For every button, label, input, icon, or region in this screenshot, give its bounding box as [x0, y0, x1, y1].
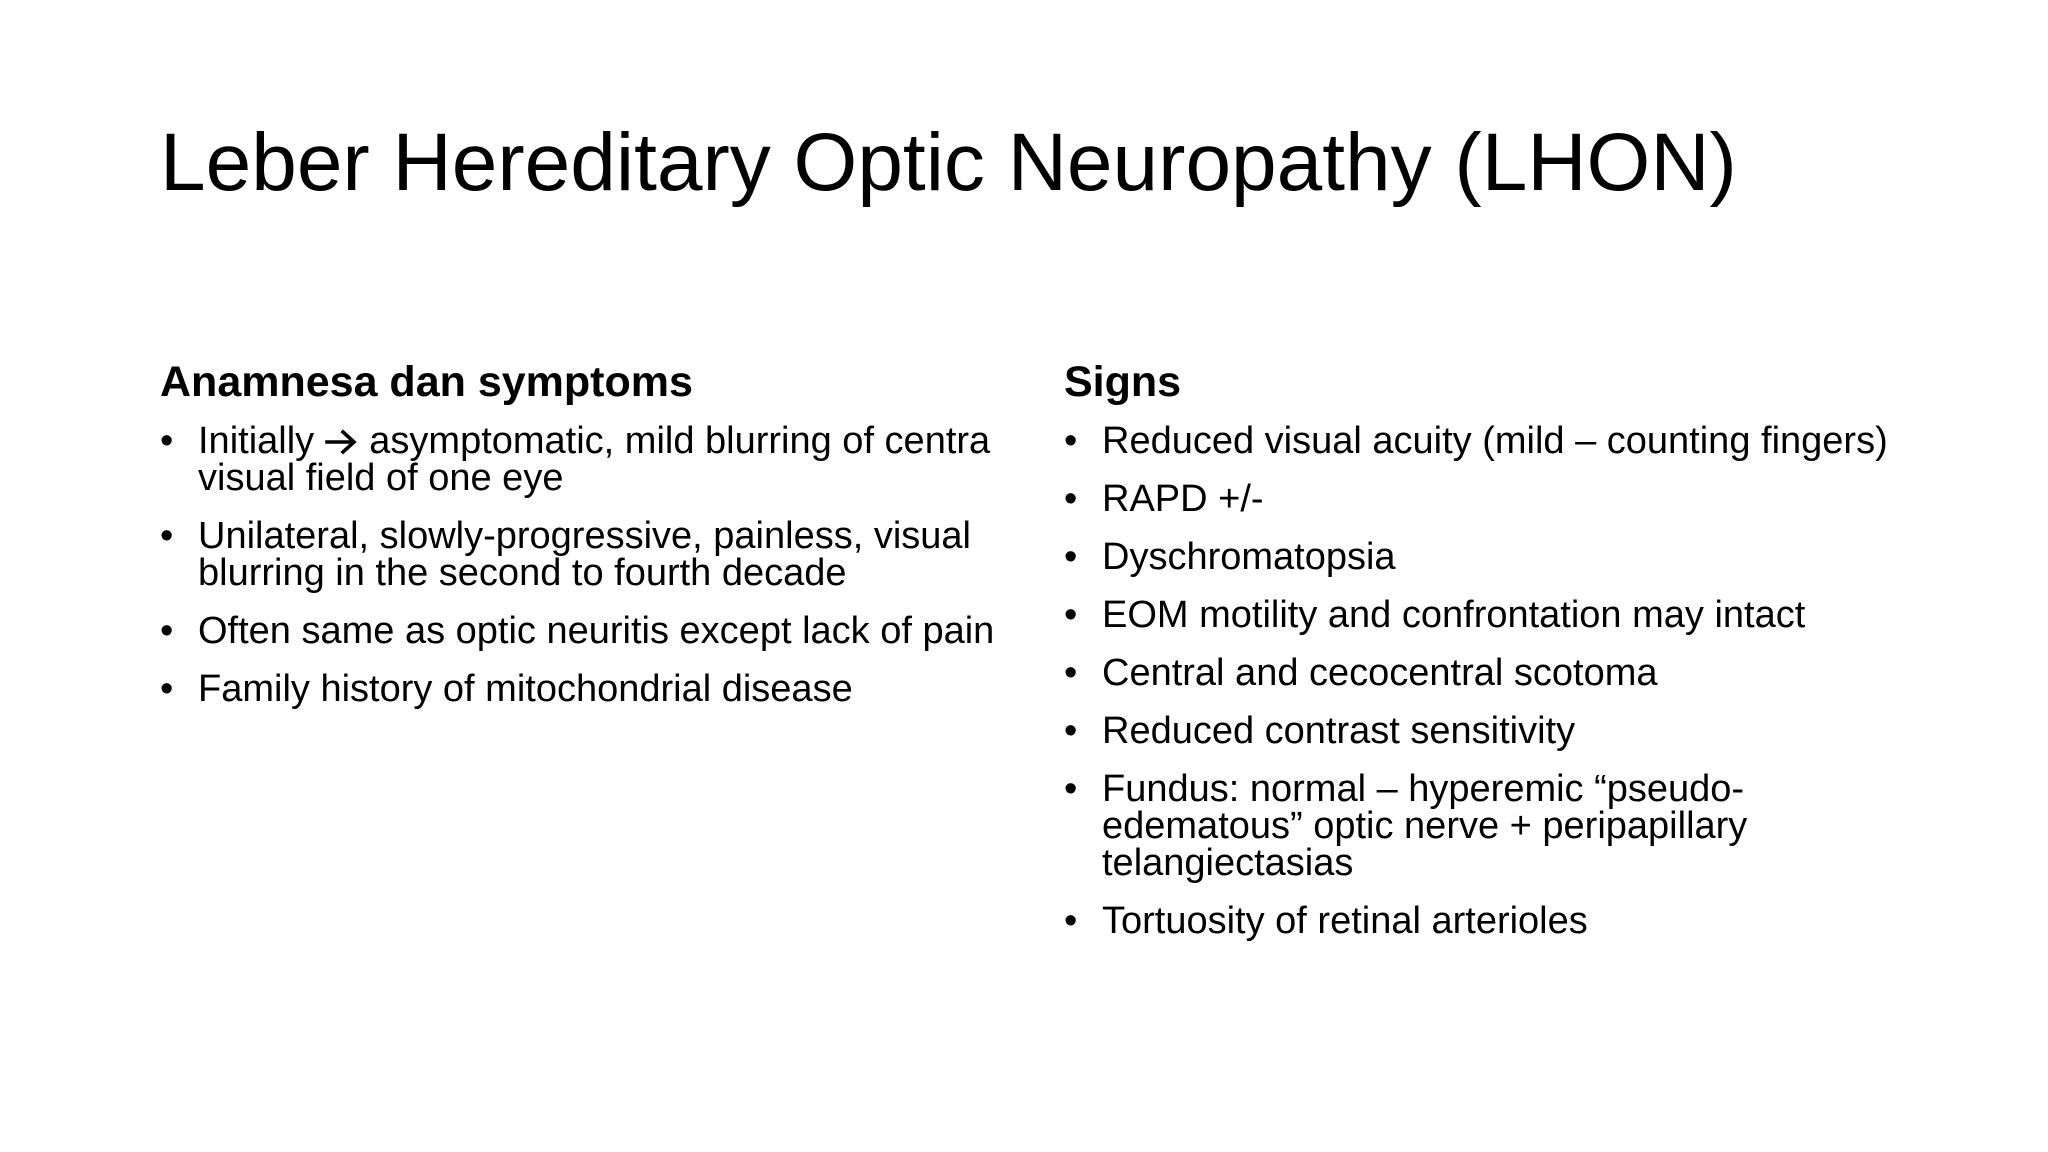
bullet-icon: • [160, 420, 174, 463]
right-heading: Signs [1064, 358, 1182, 406]
bullet-icon: • [160, 515, 174, 558]
bullet-icon: • [1064, 652, 1078, 695]
bullet-icon: • [1064, 536, 1078, 579]
list-item-text: Unilateral, slowly-progressive, painless, visual blurring in the second to fourth decade [198, 515, 971, 595]
list-item [1064, 536, 1924, 579]
left-bullet-list [160, 420, 1010, 711]
list-item [160, 668, 1010, 711]
list-item [1064, 710, 1924, 753]
list-item-text: Tortuosity of retinal arterioles [1102, 900, 1588, 943]
list-item [1064, 420, 1924, 463]
right-arrow-icon [325, 429, 359, 455]
list-item [160, 420, 1010, 500]
list-item-text: Reduced contrast sensitivity [1102, 710, 1576, 753]
left-column [160, 358, 1010, 729]
list-item [1064, 478, 1924, 521]
list-item [1064, 594, 1924, 637]
list-item-text: Initially [198, 420, 325, 463]
list-item-text: Fundus: normal – hyperemic “pseudo-edematous” optic nerve + peripapillary telangiectasias [1102, 768, 1748, 885]
list-item-text: Central and cecocentral scotoma [1102, 652, 1658, 695]
bullet-icon: • [1064, 478, 1078, 521]
list-item [160, 515, 1010, 595]
bullet-icon: • [160, 610, 174, 653]
left-heading: Anamnesa dan symptoms [160, 358, 693, 406]
list-item [1064, 652, 1924, 695]
list-item-text: Reduced visual acuity (mild – counting fingers) [1102, 420, 1888, 463]
list-item-text: Dyschromatopsia [1102, 536, 1396, 579]
bullet-icon: • [1064, 710, 1078, 753]
list-item-text: Often same as optic neuritis except lack of pain [198, 610, 995, 653]
list-item-text: asymptomatic, mild blurring of centra visual field of one eye [198, 420, 991, 500]
list-item-text: EOM motility and confrontation may intact [1102, 594, 1806, 637]
bullet-icon: • [1064, 420, 1078, 463]
list-item-text: Family history of mitochondrial disease [198, 668, 853, 711]
bullet-icon: • [1064, 768, 1078, 811]
list-item-text: RAPD +/- [1102, 478, 1264, 521]
bullet-icon: • [1064, 900, 1078, 943]
bullet-icon: • [1064, 594, 1078, 637]
right-bullet-list [1064, 420, 1924, 943]
list-item [1064, 768, 1924, 885]
list-item [1064, 900, 1924, 943]
right-column [1064, 358, 1924, 961]
slide-title: Leber Hereditary Optic Neuropathy (LHON) [160, 117, 1737, 208]
bullet-icon: • [160, 668, 174, 711]
list-item [160, 610, 1010, 653]
